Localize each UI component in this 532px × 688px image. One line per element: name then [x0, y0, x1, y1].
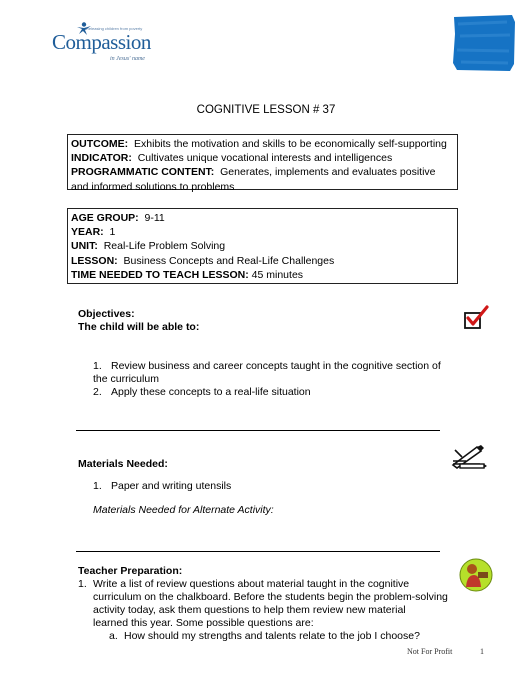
year-value: 1: [109, 226, 116, 239]
lesson-title: COGNITIVE LESSON # 37: [196, 104, 336, 116]
compassion-logo: [52, 22, 164, 66]
teacher-sub-a-text: How should my strengths and talents relate to the job I choose?: [124, 630, 420, 642]
logo-name: Compassion: [52, 30, 151, 54]
objective-2-text: Apply these concepts to a real-life situation: [111, 386, 311, 398]
teacher-sub-a-label: a.: [109, 630, 118, 642]
unit-value: Real-Life Problem Solving: [103, 240, 226, 253]
objective-1-num: 1.: [93, 360, 102, 372]
objectives-heading: Objectives:: [78, 308, 135, 320]
teacher-item-1-line-3: activity today, ask them questions to help them review new material: [93, 604, 406, 616]
time-value: 45 minutes: [251, 268, 304, 281]
age-label: AGE GROUP:: [71, 212, 139, 224]
objective-1-line-a: Review business and career concepts taught in the cognitive section of: [111, 360, 441, 372]
objectives-subheading: The child will be able to:: [78, 321, 200, 333]
teacher-item-1-num: 1.: [78, 578, 87, 590]
logo-subtext: in Jesus' name: [110, 56, 145, 62]
alternate-materials-heading: Materials Needed for Alternate Activity:: [93, 504, 274, 516]
outcome-label: OUTCOME:: [71, 138, 129, 150]
teacher-item-1-line-4: learned this year. Some possible questions are:: [93, 617, 314, 629]
lesson-value: Business Concepts and Real-Life Challenges: [123, 254, 335, 267]
footer-text: Not For Profit: [407, 647, 453, 656]
pencil-icon: [450, 443, 488, 471]
teacher-prep-heading: Teacher Preparation:: [78, 565, 183, 577]
age-value: 9-11: [144, 212, 165, 224]
time-label: TIME NEEDED TO TEACH LESSON:: [71, 268, 249, 281]
year-label: YEAR:: [71, 226, 104, 239]
check-icon: [462, 305, 490, 331]
indicator-text: Cultivates unique vocational interests and intelligences: [137, 152, 393, 165]
outcome-text: Exhibits the motivation and skills to be economically self-supporting: [134, 138, 447, 150]
programmatic-text-1: Generates, implements and evaluates positive: [220, 166, 436, 179]
material-1-text: Paper and writing utensils: [111, 480, 232, 492]
lesson-info-box: [67, 208, 458, 284]
divider-2: [76, 551, 440, 552]
page-number: 1: [480, 647, 484, 656]
programmatic-text-2: and informed solutions to problems: [71, 180, 235, 193]
objective-1-line-b: the curriculum: [93, 373, 159, 385]
programmatic-label: PROGRAMMATIC CONTENT:: [71, 166, 215, 179]
outcome-box: [67, 134, 458, 193]
material-1-num: 1.: [93, 480, 102, 492]
divider-1: [76, 430, 440, 431]
blue-brush-box: [452, 14, 516, 72]
logo-tagline: Releasing children from poverty: [86, 26, 143, 31]
unit-label: UNIT:: [71, 240, 98, 253]
teacher-icon: [458, 557, 494, 593]
teacher-item-1-line-1: Write a list of review questions about material taught in the cognitive: [93, 578, 410, 590]
materials-heading: Materials Needed:: [78, 458, 168, 470]
indicator-label: INDICATOR:: [71, 152, 132, 165]
teacher-item-1-line-2: curriculum on the chalkboard. Before the students begin the problem-solving: [93, 591, 448, 603]
lesson-label: LESSON:: [71, 254, 118, 267]
objective-2-num: 2.: [93, 386, 102, 398]
